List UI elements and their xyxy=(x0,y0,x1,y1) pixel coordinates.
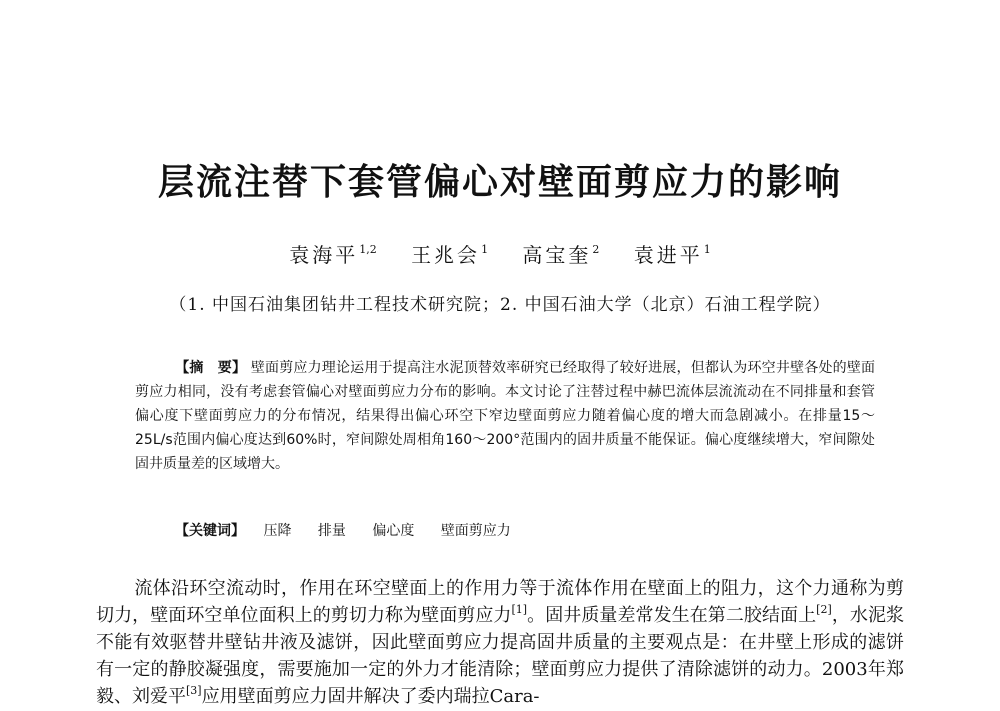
author xyxy=(289,236,377,269)
paper-title: 层流注替下套管偏心对壁面剪应力的影响 xyxy=(157,161,842,203)
citation-ref[interactable]: [2] xyxy=(816,603,832,616)
author-affiliation-mark: 2 xyxy=(592,243,600,256)
citation-ref[interactable]: [3] xyxy=(186,684,202,697)
author-name: 王兆会 xyxy=(411,243,481,267)
abstract xyxy=(135,356,875,476)
author xyxy=(634,236,711,269)
affiliation: （1. 中国石油集团钻井工程技术研究院；2. 中国石油大学（北京）石油工程学院） xyxy=(169,295,831,315)
author-affiliation-mark: 1 xyxy=(703,243,711,256)
abstract-text: 壁面剪应力理论运用于提高注水泥顶替效率研究已经取得了较好进展，但都认为环空井壁各处的壁面剪应力相同，没有考虑套管偏心对壁面剪应力分布的影响。本文讨论了注替过程中赫巴流体层流流动在不同排量和套管偏心度下壁面剪应力的分布情况，结果得出偏心环空下窄边壁面剪应力随着偏心度的增大而急剧减小。在排量15～25L/s范围内偏心度达到60%时，窄间隙处周相角160～200°范围内的固井质量不能保证。偏心度继续增大，窄间隙处固井质量差的区域增大。 xyxy=(135,360,876,472)
author xyxy=(522,236,599,269)
citation-ref[interactable]: [1] xyxy=(511,603,528,616)
keyword: 壁面剪应力 xyxy=(440,523,511,539)
keyword: 偏心度 xyxy=(372,523,415,539)
abstract-label: 【摘 要】 xyxy=(175,360,247,376)
author-affiliation-mark: 1,2 xyxy=(359,243,377,256)
body-text-segment: 。固井质量差常发生在第二胶结面上 xyxy=(527,605,817,626)
author-name: 袁进平 xyxy=(633,243,703,267)
keyword: 排量 xyxy=(317,523,346,539)
body-text-segment: ，水泥浆不能有效驱替井壁钻井液及滤饼，因此壁面剪应力提高固井质量的主要观点是：在井壁上形成的滤饼有一定的静胶凝强度，需要施加一定的外力才能清除；壁面剪应力提供了清除滤饼的动力。2003年郑毅、刘爱平 xyxy=(96,605,905,707)
body-text-segment: 流体沿环空流动时，作用在环空壁面上的作用力等于流体作用在壁面上的阻力，这个力通称为剪切力，壁面环空单位面积上的剪切力称为壁面剪应力 xyxy=(96,578,904,626)
author-affiliation-mark: 1 xyxy=(481,243,489,256)
body-paragraph xyxy=(96,575,904,710)
author-list xyxy=(100,236,900,269)
author-name: 高宝奎 xyxy=(522,243,592,267)
keyword: 压降 xyxy=(263,523,292,539)
author xyxy=(411,236,488,269)
author-name: 袁海平 xyxy=(289,243,359,267)
keywords xyxy=(175,520,533,542)
body-text-segment: 应用壁面剪应力固井解决了委内瑞拉Cara- xyxy=(201,686,540,707)
keywords-label: 【关键词】 xyxy=(175,523,245,539)
